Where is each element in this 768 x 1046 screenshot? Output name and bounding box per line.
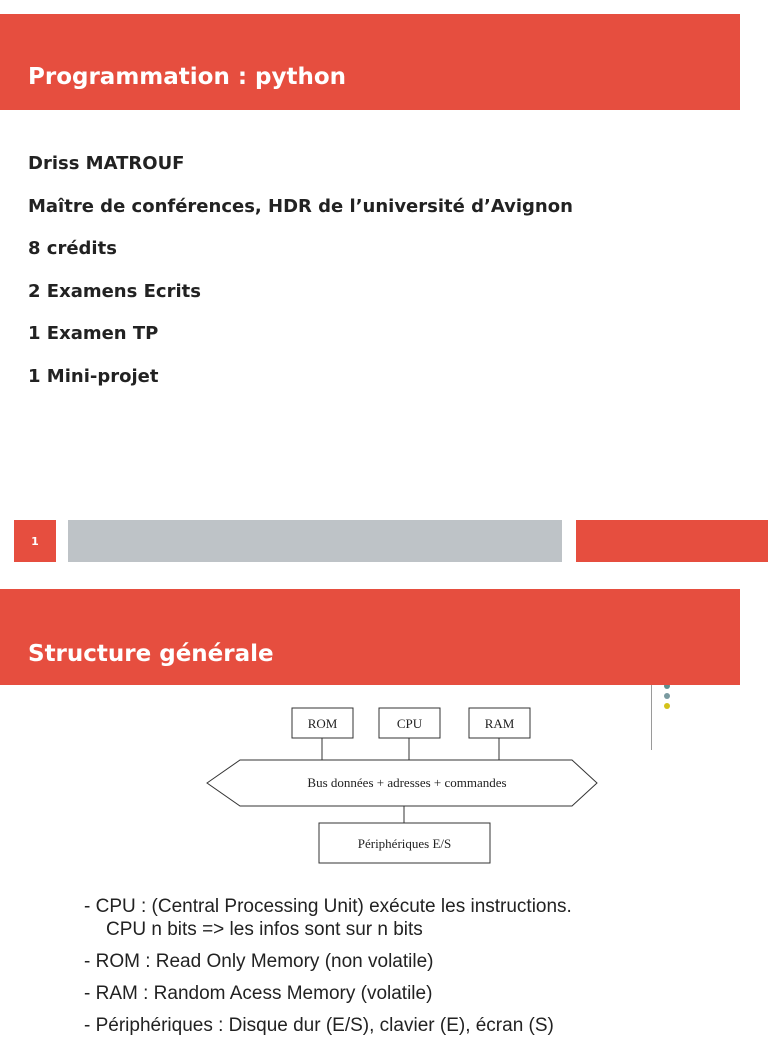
peripheral-box (319, 823, 490, 863)
ram-box (469, 708, 530, 738)
slide-title-bar (0, 589, 740, 685)
page-number (14, 520, 56, 562)
dot-icon (664, 703, 670, 709)
rom-definition: - ROM : Read Only Memory (non volatile) (84, 951, 434, 972)
decorative-dots (664, 683, 674, 713)
course-info-list (28, 152, 573, 407)
cpu-box (379, 708, 440, 738)
slide-title: Structure générale (28, 641, 274, 667)
dot-icon (664, 693, 670, 699)
practical-exam-line: 1 Examen TP (28, 323, 159, 344)
rom-label: ROM (307, 716, 338, 731)
page-number-label: 1 (31, 534, 39, 548)
peripheral-label: Périphériques E/S (357, 836, 452, 851)
instructor-name: Driss MATROUF (28, 153, 185, 174)
ram-definition: - RAM : Random Acess Memory (volatile) (84, 983, 433, 1004)
footer-red-bar (576, 520, 768, 562)
cpu-label: CPU (396, 716, 423, 731)
footer-gray-bar (68, 520, 562, 562)
bus-shape (207, 760, 597, 806)
cpu-definition-main: - CPU : (Central Processing Unit) exécute les instructions. (84, 896, 572, 917)
slide-title-bar (0, 14, 740, 110)
slide-2 (0, 575, 768, 1036)
rom-box (292, 708, 353, 738)
divider-line (651, 680, 652, 750)
mini-project-line: 1 Mini-projet (28, 365, 159, 387)
cpu-definition-sub: CPU n bits => les infos sont sur n bits (106, 919, 423, 940)
written-exams-line: 2 Examens Ecrits (28, 280, 201, 302)
credits-line: 8 crédits (28, 238, 117, 259)
instructor-title: Maître de conférences, HDR de l’université d’Avignon (28, 195, 573, 217)
ram-label: RAM (484, 716, 515, 731)
peripheral-definition: - Périphériques : Disque dur (E/S), clavier (E), écran (S) (84, 1015, 554, 1036)
bus-label: Bus données + adresses + commandes (307, 775, 507, 790)
slide-title: Programmation : python (28, 64, 347, 90)
